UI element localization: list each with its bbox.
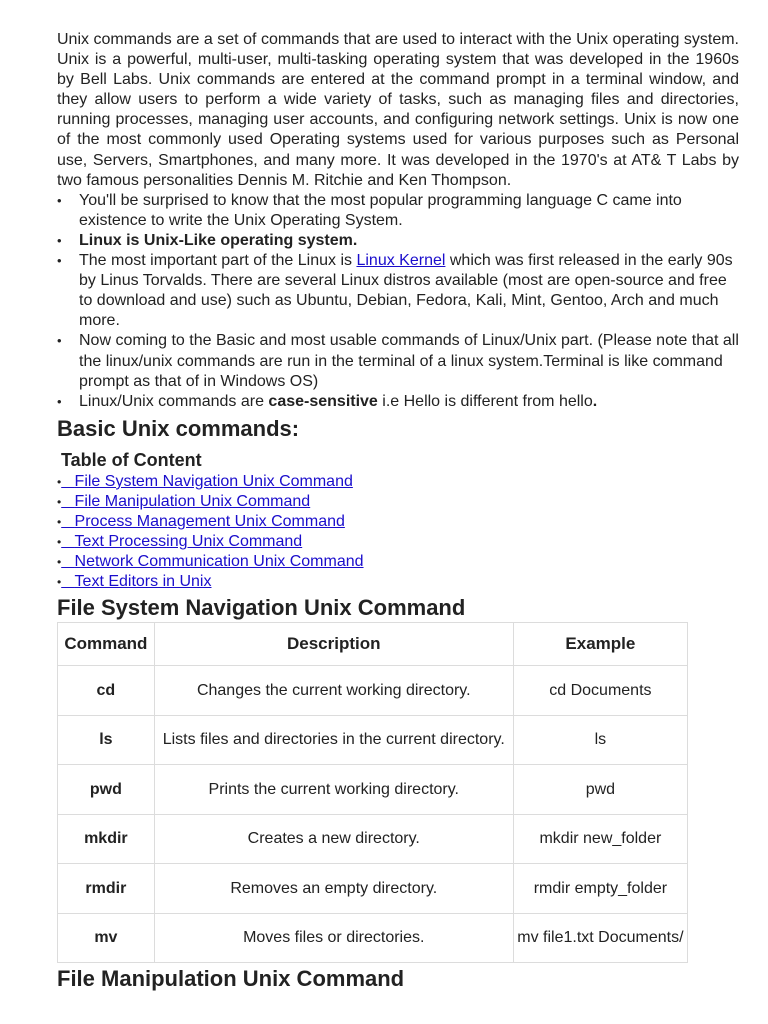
toc-link[interactable] [61,473,353,490]
description-cell: Prints the current working directory. [154,765,513,815]
column-header: Command [58,623,155,666]
intro-paragraph: Unix commands are a set of commands that are used to interact with the Unix operating system. Unix is a powerful, multi-user, multi-tasking operating system that was developed in the 1960s by Bell Labs. Unix commands are entered at the command prompt in a terminal window, and they allow users to perform a wide variety of tasks, such as managing files and directories, running processes, managing user accounts, and configuring network settings. Unix is now one of the most commonly used Operating systems used for various purposes such as Personal use, Servers, Smartphones, and many more. It was developed in the 1970's at AT& T Labs by two famous personalities Dennis M. Ritchie and Ken Thompson. [57,31,739,189]
table-row [58,864,688,914]
toc-link-label: File Manipulation Unix Command [74,492,311,510]
bullet-text: which was first released in the early 90s by Linus Torvalds. There are several Linux distros available (most are open-source and free to download and use) such as Ubuntu, Debian, Fedora, Kali, Mint, Gentoo, Arch and much more. [79,252,733,330]
toc-link-label: Text Editors in Unix [74,573,212,591]
column-header: Example [513,623,687,666]
toc-link[interactable] [61,493,310,510]
list-item [57,251,739,331]
navigation-commands-table [57,622,688,963]
toc-link[interactable] [61,513,345,530]
command-cell: rmdir [58,864,155,914]
toc-title: Table of Content [61,449,202,470]
example-cell: mkdir new_folder [513,814,687,864]
command-cell: pwd [58,765,155,815]
toc-item [57,492,739,512]
bullet-end-punct: . [592,392,598,410]
description-cell: Creates a new directory. [154,814,513,864]
toc-item [57,552,739,572]
toc-link[interactable] [61,553,363,570]
toc-list [57,472,739,593]
bullet-icon: • [57,474,62,489]
table-header-row [58,623,688,666]
bullet-text: i.e Hello is different from hello [377,392,593,410]
example-cell: ls [513,715,687,765]
description-cell: Lists files and directories in the current directory. [154,715,513,765]
section-heading-file-manipulation: File Manipulation Unix Command [57,966,405,992]
bullet-text: You'll be surprised to know that the most popular programming language C came into existence to write the Unix Operating System. [79,191,682,229]
bullet-icon: • [57,555,62,570]
toc-item [57,472,739,492]
toc-item [57,512,739,532]
example-cell: pwd [513,765,687,815]
basic-commands-heading: Basic Unix commands: [57,415,300,441]
command-cell: mv [58,913,155,963]
toc-link-label: Text Processing Unix Command [74,533,303,551]
bullet-icon: • [57,575,62,590]
bullet-text: Linux is Unix-Like operating system. [79,231,358,249]
bullet-icon: • [57,535,62,550]
bullet-text: The most important part of the Linux is [79,252,357,270]
toc-link[interactable] [61,533,302,550]
linux-kernel-link[interactable]: Linux Kernel [356,252,446,270]
table-row [58,814,688,864]
bullet-icon: • [57,514,62,529]
command-cell: cd [58,666,155,716]
example-cell: mv file1.txt Documents/ [513,913,687,963]
toc-link-label: Process Management Unix Command [74,512,345,530]
description-cell: Removes an empty directory. [154,864,513,914]
toc-item [57,532,739,552]
bullet-bold-text: case-sensitive [268,392,378,410]
article-body [57,30,739,993]
bullet-text: Now coming to the Basic and most usable commands of Linux/Unix part. (Please note that all the linux/unix commands are run in the terminal of a linux system.Terminal is like command prompt as that of in Windows OS) [79,332,739,390]
command-cell: mkdir [58,814,155,864]
column-header: Description [154,623,513,666]
toc-link[interactable] [61,573,211,590]
table-row [58,666,688,716]
list-item [57,392,739,412]
key-points-list [57,191,739,412]
list-item [57,331,739,391]
description-cell: Changes the current working directory. [154,666,513,716]
table-row [58,715,688,765]
toc-link-label: Network Communication Unix Command [74,553,364,571]
list-item [57,231,739,251]
command-cell: ls [58,715,155,765]
bullet-icon: • [57,494,62,509]
description-cell: Moves files or directories. [154,913,513,963]
table-row [58,913,688,963]
bullet-text: Linux/Unix commands are [79,392,269,410]
example-cell: cd Documents [513,666,687,716]
toc-link-label: File System Navigation Unix Command [74,472,353,490]
section-heading-navigation: File System Navigation Unix Command [57,595,466,621]
example-cell: rmdir empty_folder [513,864,687,914]
table-row [58,765,688,815]
list-item [57,191,739,231]
toc-item [57,572,739,592]
